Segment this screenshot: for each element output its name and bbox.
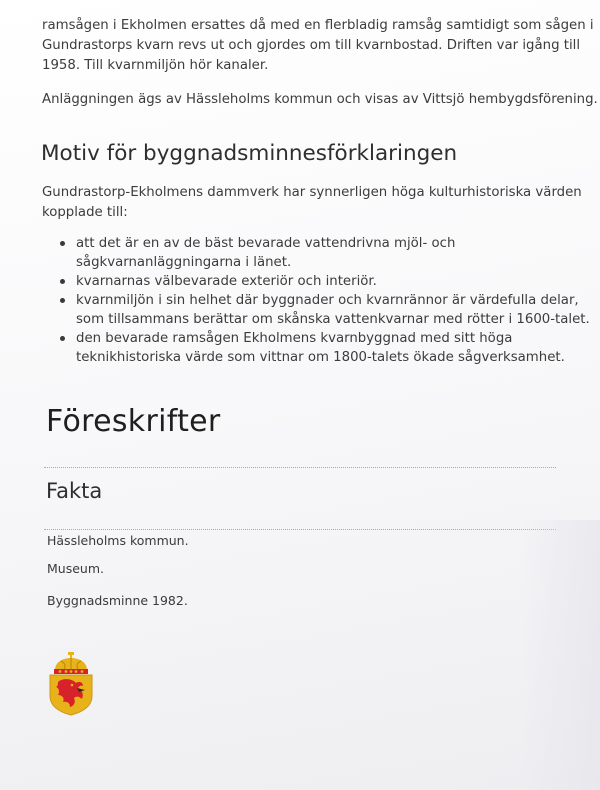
list-item	[60, 291, 590, 329]
list-item-line: den bevarade ramsågen Ekholmens kvarnbyggnad med sitt höga	[76, 331, 513, 346]
motiv-lead-line: Gundrastorp-Ekholmens dammverk har synnerligen höga kulturhistoriska värden	[42, 185, 582, 200]
motiv-heading: Motiv för byggnadsminnesförklaringen	[41, 141, 458, 166]
fakta-item: Museum.	[47, 561, 104, 576]
intro-line: ramsågen i Ekholmen ersattes då med en flerbladig ramsåg samtidigt som sågen i	[42, 18, 594, 33]
paper-shadow	[520, 520, 600, 790]
list-item-line: som tillsammans berättar om skånska vattenkvarnar med rötter i 1600-talet.	[76, 312, 590, 327]
list-item	[60, 234, 590, 272]
list-item-line: att det är en av de bäst bevarade vattendrivna mjöl- och	[76, 236, 456, 251]
fakta-item: Byggnadsminne 1982.	[47, 593, 188, 608]
bullet-dot	[60, 241, 65, 246]
list-item-line: teknikhistoriska värde som vittnar om 1800-talets ökade sågverksamhet.	[76, 350, 565, 365]
list-item	[60, 329, 590, 367]
motiv-bullet-list	[60, 234, 590, 367]
bullet-dot	[60, 336, 65, 341]
section-divider	[44, 467, 556, 468]
intro-line: Gundrastorps kvarn revs ut och gjordes om till kvarnbostad. Driften var igång till	[42, 38, 581, 53]
motiv-lead-paragraph	[42, 183, 582, 223]
intro-paragraph	[42, 16, 594, 76]
ownership-paragraph	[42, 90, 598, 110]
intro-line: 1958. Till kvarnmiljön hör kanaler.	[42, 58, 269, 73]
section-divider	[44, 529, 556, 530]
fakta-heading: Fakta	[46, 479, 103, 503]
list-item	[60, 272, 590, 291]
coat-of-arms-icon	[46, 652, 96, 716]
list-item-line: kvarnmiljön i sin helhet där byggnader och kvarnrännor är värdefulla delar,	[76, 293, 579, 308]
ownership-text: Anläggningen ägs av Hässleholms kommun och visas av Vittsjö hembygdsförening.	[42, 92, 598, 107]
bullet-dot	[60, 298, 65, 303]
list-item-line: sågkvarnanläggningarna i länet.	[76, 255, 292, 270]
bullet-dot	[60, 279, 65, 284]
foreskrifter-heading: Föreskrifter	[46, 404, 221, 439]
list-item-line: kvarnarnas välbevarade exteriör och interiör.	[76, 274, 377, 289]
fakta-item: Hässleholms kommun.	[47, 533, 189, 548]
motiv-lead-line: kopplade till:	[42, 205, 128, 220]
